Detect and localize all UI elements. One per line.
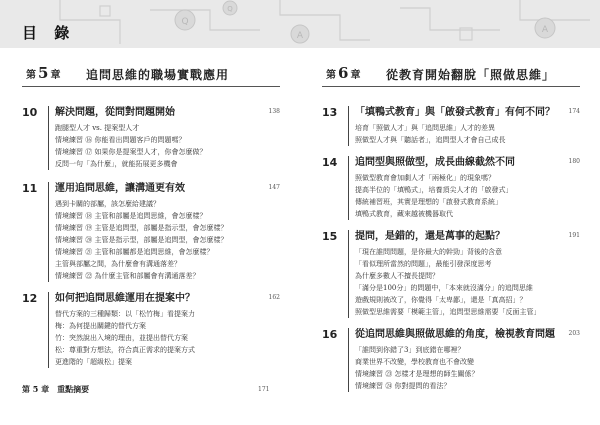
- toc-entry[interactable]: 情境練習 ㉓ 怎樣才是理想的師生關係？: [355, 370, 479, 378]
- part-header: [22, 60, 280, 87]
- chapter-number: 14: [322, 156, 338, 169]
- toc-entry[interactable]: 「現在誰問問題，是你最大的幹勁」背後的含意: [355, 248, 502, 256]
- toc-entry[interactable]: 照做型思維需要「模範主管」，追問型思維需要「反面主管」: [355, 308, 541, 316]
- toc-entry[interactable]: 情境練習 ⑰ 如果你是提案型人才，你會怎麼做？: [55, 148, 207, 156]
- svg-text:A: A: [541, 25, 549, 35]
- part-title: 追問思維的職場實戰應用: [86, 68, 230, 82]
- chapter-number: 11: [22, 182, 38, 195]
- chapter-number: 16: [322, 328, 338, 341]
- right-column: [322, 60, 580, 390]
- page-number: 203: [568, 330, 580, 337]
- svg-text:A: A: [296, 31, 304, 41]
- toc-entry[interactable]: 傳統補習班，其實是理想的「啟發式教育系統」: [355, 198, 502, 206]
- page-number: 174: [568, 108, 580, 115]
- left-column: [22, 60, 280, 366]
- toc-entry[interactable]: 情境練習 ⑲ 主管是追問型，部屬是指示型，會怎麼樣？: [55, 224, 228, 232]
- decorative-pattern: [0, 0, 600, 48]
- summary-page-number: 171: [258, 386, 270, 393]
- part-label: 第 5 章: [26, 64, 61, 82]
- toc-entry[interactable]: 為什麼多數人不擅長提問？: [355, 272, 439, 280]
- toc-entry[interactable]: 情境練習 ㉒ 為什麼主管和部屬會有溝通落差？: [55, 272, 200, 280]
- chapter-title: 如何把追問思維運用在提案中？: [55, 293, 195, 304]
- chapter-number: 15: [322, 230, 338, 243]
- part-header: [322, 60, 580, 87]
- toc-entry[interactable]: 情境練習 ㉑ 主管和部屬都是追問思維，會怎麼樣？: [55, 248, 214, 256]
- chapter-number: 10: [22, 106, 38, 119]
- toc-entry[interactable]: 情境練習 ㉔ 你對提問的看法？: [355, 382, 451, 390]
- summary-label[interactable]: 第 5 章 重點摘要: [22, 384, 90, 394]
- toc-entry[interactable]: 遊戲規則被改了，你覺得「太卑鄙」，還是「真高招」？: [355, 296, 527, 304]
- toc-entry[interactable]: 情境練習 ⑯ 你能看出問題客戶的問題嗎？: [55, 136, 186, 144]
- toc-entry[interactable]: 填鴨式教育，藏來越被機器取代: [355, 210, 453, 218]
- toc-entry[interactable]: 「看似理所當然的問題」，最能引發深度思考: [355, 260, 492, 268]
- toc-entry[interactable]: 主管與部屬之間，為什麼會有溝通落差？: [55, 260, 181, 268]
- page-number: 180: [568, 158, 580, 165]
- page-number: 191: [568, 232, 580, 239]
- page-number: 147: [268, 184, 280, 191]
- chapter-number: 13: [322, 106, 338, 119]
- page-number: 162: [268, 294, 280, 301]
- toc-entry[interactable]: 松：尊重對方想法，符合真正需求的提案方式: [55, 346, 195, 354]
- toc-entry[interactable]: 「滿分是100分」的問題中，「本來就沒滿分」的追問思維: [355, 284, 533, 292]
- toc-entry[interactable]: 培育「照做人才」與「追問思維」人才的差異: [355, 124, 495, 132]
- toc-entry[interactable]: 梅：為何提出關鍵的替代方案: [55, 322, 146, 330]
- chapter-title: 運用追問思維，讓溝通更有效: [55, 183, 185, 194]
- chapter-title: 從追問思維與照做思維的角度，檢視教育問題: [355, 329, 555, 340]
- toc-entry[interactable]: 「誰問到你錯了3」到底錯在哪裡？: [355, 346, 465, 354]
- part-title: 從教育開始翻脫「照做思維」: [386, 68, 556, 82]
- svg-text:Q: Q: [181, 17, 189, 27]
- toc-entry[interactable]: 情境練習 ⑳ 主管是指示型，部屬是追問型，會怎麼樣？: [55, 236, 228, 244]
- chapter-title: 解決問題，從問對問題開始: [55, 107, 175, 118]
- toc-entry[interactable]: 竹：突然說出入境的理由，並提出替代方案: [55, 334, 188, 342]
- page-title: 目 錄: [22, 24, 76, 42]
- toc-entry[interactable]: 替代方案的三種歸類：以「松竹梅」看提案力: [55, 310, 195, 318]
- chapter-title: 「填鴨式教育」與「啟發式教育」有何不同？: [355, 107, 555, 118]
- chapter-title: 提問，是錯的，還是萬事的起點？: [355, 231, 505, 242]
- svg-text:Q: Q: [227, 5, 233, 13]
- chapter-number: 12: [22, 292, 38, 305]
- header-banner: [0, 0, 600, 48]
- toc-entry[interactable]: 反問一句「為什麼」，就能拓展更多機會: [55, 160, 178, 168]
- toc-entry[interactable]: 提高半位的「填鴨式」，培養頂尖人才的「啟發式」: [355, 186, 513, 194]
- toc-entry[interactable]: 照做型教育會加劇人才「兩極化」的現象嗎？: [355, 174, 495, 182]
- toc-entry[interactable]: 照做型人才與「聽話者」，追問型人才會自己成長: [355, 136, 506, 144]
- chapter-title: 追問型與照做型，成長曲線截然不同: [355, 157, 515, 168]
- page-number: 138: [268, 108, 280, 115]
- toc-entry[interactable]: 商業世界不改變，學校教育也不會改變: [355, 358, 474, 366]
- part-label: 第 6 章: [326, 64, 361, 82]
- toc-entry[interactable]: 遇到卡關的部屬，該怎麼給建議？: [55, 200, 160, 208]
- toc-entry[interactable]: 跑腿型人才 vs. 提案型人才: [55, 124, 140, 132]
- toc-entry[interactable]: 情境練習 ⑱ 主管和部屬是追問思維，會怎麼樣？: [55, 212, 207, 220]
- toc-entry[interactable]: 更進階的「超級松」提案: [55, 358, 132, 366]
